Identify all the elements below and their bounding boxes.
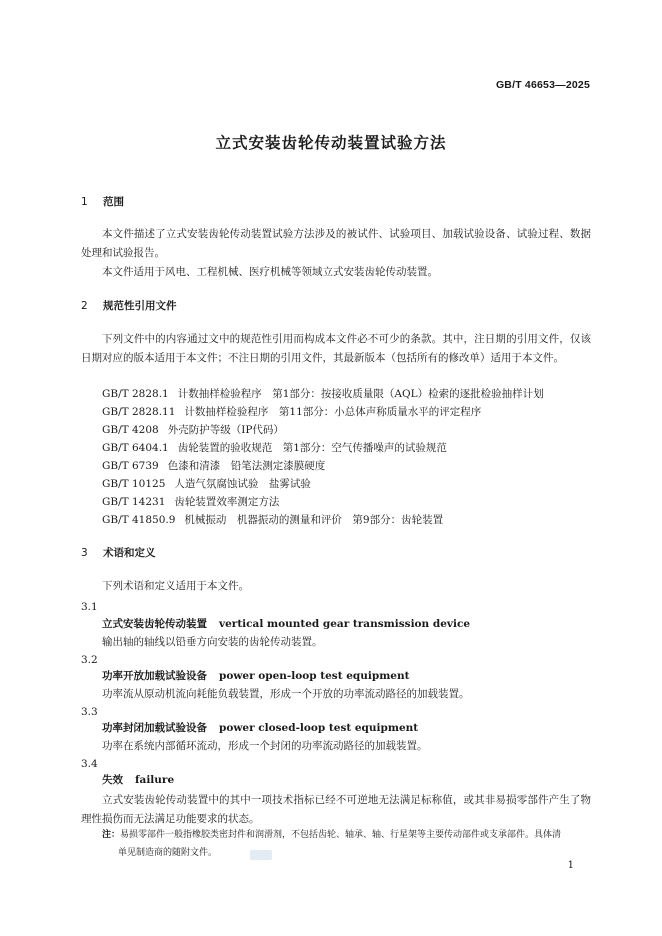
reference-name: 人造气氛腐蚀试验 盐雾试验 bbox=[174, 478, 311, 490]
term-chinese: 失效 bbox=[102, 774, 123, 786]
section-heading-normative-references bbox=[81, 299, 177, 315]
term-chinese: 功率封闭加载试验设备 bbox=[102, 722, 207, 734]
term-english: power closed-loop test equipment bbox=[219, 722, 419, 734]
document-title: 立式安装齿轮传动装置试验方法 bbox=[215, 134, 447, 152]
section-number: 1 bbox=[81, 196, 88, 208]
reference-item bbox=[102, 387, 544, 403]
term-chinese: 功率开放加载试验设备 bbox=[102, 670, 207, 682]
reference-item bbox=[102, 477, 311, 493]
reference-name: 计数抽样检验程序 第1部分：按接收质量限（AQL）检索的逐批检验抽样计划 bbox=[177, 388, 544, 400]
term-entry-title bbox=[102, 773, 174, 789]
note-label: 注： bbox=[102, 830, 121, 840]
reference-name: 齿轮装置的验收规范 第1部分：空气传播噪声的试验规范 bbox=[177, 442, 447, 454]
term-definition: 功率流从原动机流向耗能负载装置，形成一个开放的功率流动路径的加载装置。 bbox=[102, 688, 470, 700]
reference-item bbox=[102, 441, 447, 457]
reference-item bbox=[102, 405, 481, 421]
scope-paragraph-2: 本文件适用于风电、工程机械、医疗机械等领域立式安装齿轮传动装置。 bbox=[102, 266, 438, 278]
term-entry-title bbox=[102, 721, 418, 737]
reference-code: GB/T 4208 bbox=[102, 424, 159, 436]
term-definition: 立式安装齿轮传动装置中的其中一项技术指标已经不可逆地无法满足标称值，或其非易损零部件产生了物理性损伤而无法满足功能要求的状态。 bbox=[81, 794, 591, 825]
term-number: 3.1 bbox=[81, 601, 98, 613]
reference-name: 机械振动 机器振动的测量和评价 第9部分：齿轮装置 bbox=[184, 514, 444, 526]
reference-code: GB/T 2828.1 bbox=[102, 388, 169, 400]
page-number: 1 bbox=[567, 860, 574, 871]
reference-name: 色漆和清漆 铅笔法测定漆膜硬度 bbox=[167, 460, 326, 472]
term-english: power open-loop test equipment bbox=[219, 670, 410, 682]
term-number: 3.4 bbox=[81, 758, 98, 770]
term-chinese: 立式安装齿轮传动装置 bbox=[102, 618, 207, 630]
reference-name: 计数抽样检验程序 第11部分：小总体声称质量水平的评定程序 bbox=[184, 406, 482, 418]
reference-name: 齿轮装置效率测定方法 bbox=[174, 496, 280, 508]
term-definition: 输出轴的轴线以铅垂方向安装的齿轮传动装置。 bbox=[102, 636, 323, 648]
section-title: 术语和定义 bbox=[103, 547, 156, 559]
reference-item bbox=[102, 513, 443, 529]
term-definition: 功率在系统内部循环流动，形成一个封闭的功率流动路径的加载装置。 bbox=[102, 740, 428, 752]
reference-code: GB/T 14231 bbox=[102, 496, 166, 508]
reference-code: GB/T 2828.11 bbox=[102, 406, 176, 418]
reference-name: 外壳防护等级（IP代码） bbox=[167, 424, 284, 436]
reference-code: GB/T 41850.9 bbox=[102, 514, 176, 526]
term-number: 3.2 bbox=[81, 654, 98, 666]
standard-number: GB/T 46653—2025 bbox=[495, 79, 590, 91]
section-number: 2 bbox=[81, 300, 88, 312]
note-text: 易损零部件一般指橡胶类密封件和润滑剂，不包括齿轮、轴承、轴、行星架等主要传动部件或支承部件。具体清 bbox=[120, 830, 562, 840]
section-title: 规范性引用文件 bbox=[103, 300, 177, 312]
reference-item bbox=[102, 459, 325, 475]
term-entry-title bbox=[102, 669, 409, 685]
reference-code: GB/T 10125 bbox=[102, 478, 166, 490]
term-english: vertical mounted gear transmission device bbox=[219, 618, 471, 630]
section-title: 范围 bbox=[103, 196, 124, 208]
reference-code: GB/T 6404.1 bbox=[102, 442, 169, 454]
reference-item bbox=[102, 423, 284, 439]
section-heading-terms bbox=[81, 546, 156, 562]
normative-intro-paragraph: 下列文件中的内容通过文中的规范性引用而构成本文件必不可少的条款。其中，注日期的引用文件，仅该日期对应的版本适用于本文件；不注日期的引用文件，其最新版本（包括所有的修改单）适用于本文件。 bbox=[81, 333, 591, 364]
terms-intro: 下列术语和定义适用于本文件。 bbox=[102, 580, 249, 592]
section-number: 3 bbox=[81, 547, 88, 559]
term-entry-title bbox=[102, 617, 470, 633]
scope-paragraph-1: 本文件描述了立式安装齿轮传动装置试验方法涉及的被试件、试验项目、加载试验设备、试验过程、数据处理和试验报告。 bbox=[81, 228, 591, 259]
section-heading-scope bbox=[81, 195, 124, 211]
note-continuation: 单见制造商的随附文件。 bbox=[118, 848, 218, 858]
term-note bbox=[102, 826, 592, 862]
term-english: failure bbox=[135, 774, 175, 786]
reference-item bbox=[102, 495, 279, 511]
watermark-logo-icon bbox=[250, 850, 272, 860]
reference-code: GB/T 6739 bbox=[102, 460, 159, 472]
term-number: 3.3 bbox=[81, 706, 98, 718]
